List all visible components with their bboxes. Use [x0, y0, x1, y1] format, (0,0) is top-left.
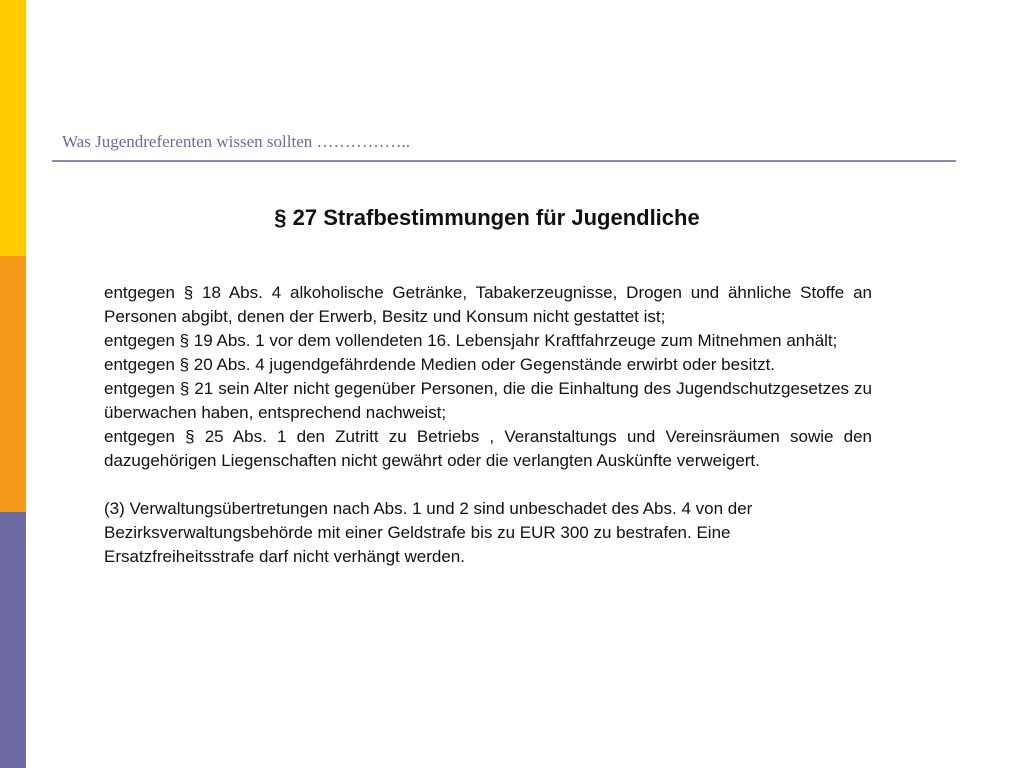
- slide-header-title: Was Jugendreferenten wissen sollten ……………..: [62, 132, 411, 151]
- paragraph-25: entgegen § 25 Abs. 1 den Zutritt zu Betriebs , Veranstaltungs und Vereinsräumen sowie den dazugehörigen Liegenschaften nicht gewährt oder die verlangten Auskünfte verweigert.: [104, 427, 872, 470]
- paragraph-spacer: [104, 473, 872, 497]
- body-text: [104, 281, 872, 569]
- paragraph-closing: (3) Verwaltungsübertretungen nach Abs. 1 und 2 sind unbeschadet des Abs. 4 von der Bezirksverwaltungsbehörde mit einer Geldstrafe bis zu EUR 300 zu bestrafen. Eine Ersatzfreiheitsstrafe darf nicht verhängt werden.: [104, 499, 753, 566]
- paragraph-20: entgegen § 20 Abs. 4 jugendgefährdende Medien oder Gegenstände erwirbt oder besitzt.: [104, 355, 776, 374]
- header-divider: [52, 160, 956, 162]
- section-heading: § 27 Strafbestimmungen für Jugendliche: [274, 205, 700, 230]
- paragraph-18: entgegen § 18 Abs. 4 alkoholische Getränke, Tabakerzeugnisse, Drogen und ähnliche Stoffe an Personen abgibt, denen der Erwerb, Besitz und Konsum nicht gestattet ist;: [104, 283, 872, 326]
- paragraph-19: entgegen § 19 Abs. 1 vor dem vollendeten 16. Lebensjahr Kraftfahrzeuge zum Mitnehmen anhält;: [104, 331, 838, 350]
- accent-bar-purple: [0, 512, 26, 768]
- accent-bar-orange: [0, 256, 26, 512]
- paragraph-21: entgegen § 21 sein Alter nicht gegenüber Personen, die die Einhaltung des Jugendschutzgesetzes zu überwachen haben, entsprechend nachweist;: [104, 379, 872, 422]
